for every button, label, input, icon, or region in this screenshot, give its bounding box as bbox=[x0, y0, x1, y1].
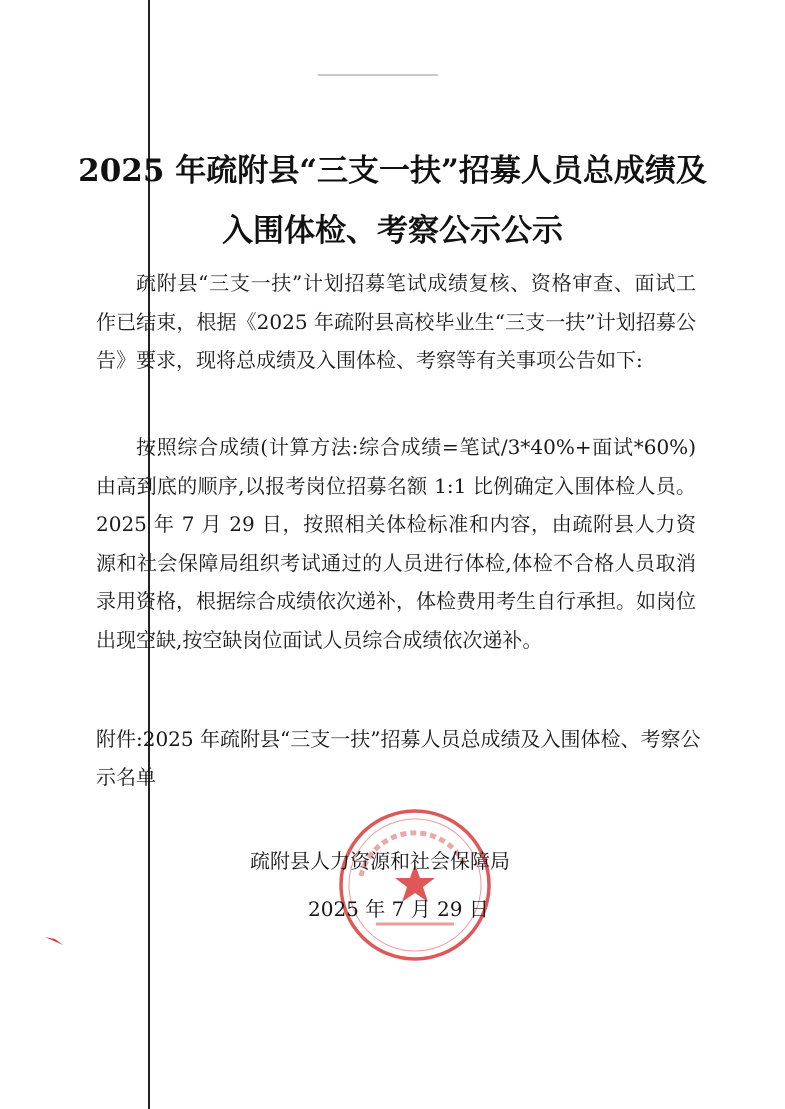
official-seal-icon bbox=[336, 806, 494, 964]
scan-artifact bbox=[318, 74, 438, 76]
issuer-name: 疏附县人力资源和社会保障局 bbox=[250, 849, 510, 873]
red-pen-mark-icon bbox=[43, 934, 67, 948]
body-paragraph-method: 按照综合成绩(计算方法:综合成绩=笔试/3*40%+面试*60%)由高到底的顺序,以报考岗位招募名额 1:1 比例确定入围体检人员。2025 年 7 月 29 日，按照相关体检标准和内容，由疏附县人力资源和社会保障局组织考试通过的人员进行体检,体检不合格人员取消录用资格，根据综合成绩依次递补，体检费用考生自行承担。如岗位出现空缺,按空缺岗位面试人员综合成绩依次递补。 bbox=[96, 435, 696, 652]
attachment-note: 附件:2025 年疏附县“三支一扶”招募人员总成绩及入围体检、考察公示名单 bbox=[96, 727, 701, 789]
body-paragraph-intro: 疏附县“三支一扶”计划招募笔试成绩复核、资格审查、面试工作已结束，根据《2025 年疏附县高校毕业生“三支一扶”计划招募公告》要求，现将总成绩及入围体检、考察等有关事项公告如下: bbox=[96, 271, 696, 372]
document-title-line2: 入围体检、考察公示公示 bbox=[222, 213, 563, 249]
issue-date: 2025 年 7 月 29 日 bbox=[308, 897, 489, 921]
document-title-line1: 2025 年疏附县“三支一扶”招募人员总成绩及 bbox=[78, 153, 707, 189]
